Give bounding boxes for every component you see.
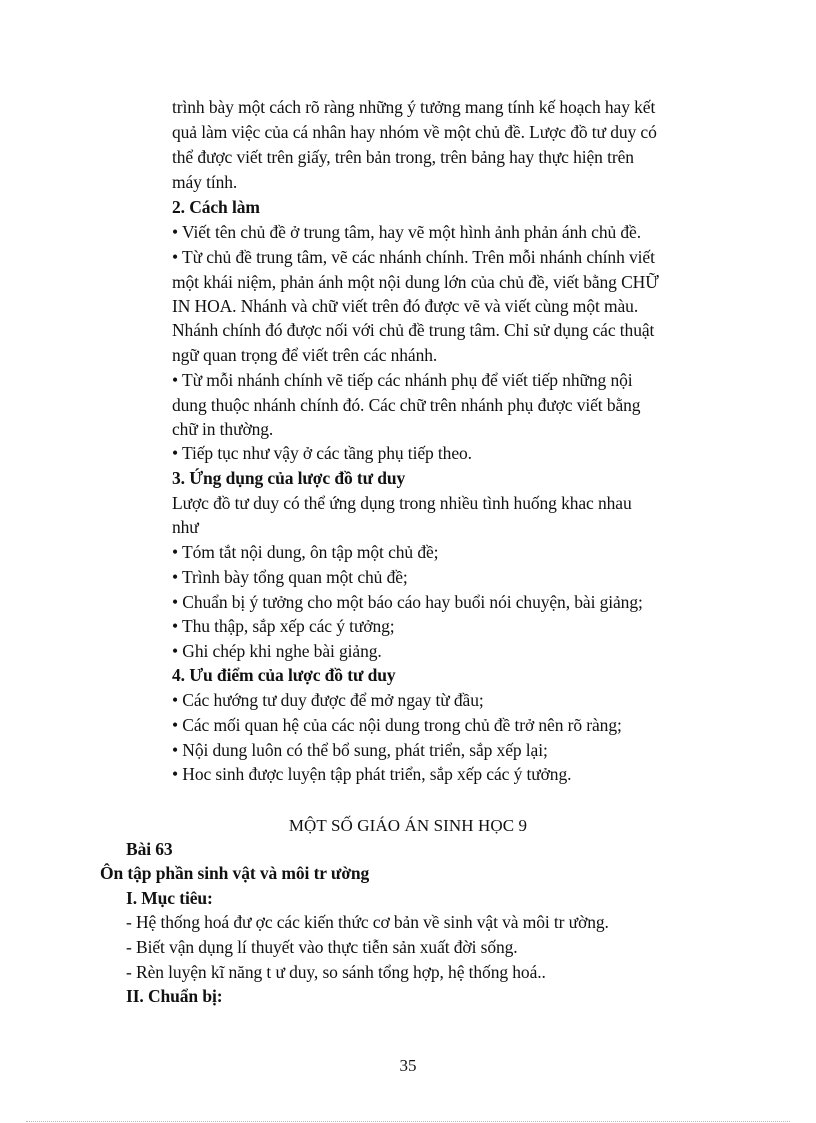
body-line: như xyxy=(172,517,199,537)
page-bottom-divider xyxy=(26,1121,790,1122)
body-line: • Tiếp tục như vậy ở các tầng phụ tiếp theo. xyxy=(172,443,472,463)
body-line: • Từ chủ đề trung tâm, vẽ các nhánh chính. Trên mỗi nhánh chính viết xyxy=(172,247,655,267)
list-item: • Nội dung luôn có thể bổ sung, phát triển, sắp xếp lại; xyxy=(172,740,548,760)
list-item: • Các mối quan hệ của các nội dung trong chủ đề trở nên rõ ràng; xyxy=(172,715,622,735)
objective-item: - Biết vận dụng lí thuyết vào thực tiễn sản xuất đời sống. xyxy=(126,937,518,957)
list-item: • Chuẩn bị ý tưởng cho một báo cáo hay buổi nói chuyện, bài giảng; xyxy=(172,592,643,612)
section-heading-ung-dung: 3. Ứng dụng của lược đồ tư duy xyxy=(172,468,406,488)
list-item: • Hoc sinh được luyện tập phát triển, sắp xếp các ý tưởng. xyxy=(172,764,572,784)
body-line: ngữ quan trọng để viết trên các nhánh. xyxy=(172,345,438,365)
body-line: dung thuộc nhánh chính đó. Các chữ trên nhánh phụ được viết bằng xyxy=(172,395,641,415)
body-line: Lược đồ tư duy có thể ứng dụng trong nhiều tình huống khac nhau xyxy=(172,493,632,513)
list-item: • Ghi chép khi nghe bài giảng. xyxy=(172,641,382,661)
intro-line: quả làm việc của cá nhân hay nhóm về một chủ đề. Lược đồ tư duy có xyxy=(172,122,657,142)
objective-item: - Rèn luyện kĩ năng t ư duy, so sánh tổng hợp, hệ thống hoá.. xyxy=(126,962,546,982)
body-line: • Từ mỗi nhánh chính vẽ tiếp các nhánh phụ để viết tiếp những nội xyxy=(172,370,633,390)
body-line: • Viết tên chủ đề ở trung tâm, hay vẽ một hình ảnh phản ánh chủ đề. xyxy=(172,222,641,242)
objectives-heading: I. Mục tiêu: xyxy=(126,888,213,908)
list-item: • Thu thập, sắp xếp các ý tưởng; xyxy=(172,616,395,636)
intro-line: máy tính. xyxy=(172,172,238,192)
body-line: IN HOA. Nhánh và chữ viết trên đó được vẽ và viết cùng một màu. xyxy=(172,296,639,316)
section-heading-cach-lam: 2. Cách làm xyxy=(172,197,260,217)
list-item: • Các hướng tư duy được để mở ngay từ đầu; xyxy=(172,690,484,710)
intro-line: thể được viết trên giấy, trên bản trong, trên bảng hay thực hiện trên xyxy=(172,147,634,167)
list-item: • Trình bày tổng quan một chủ đề; xyxy=(172,567,408,587)
objective-item: - Hệ thống hoá đư ợc các kiến thức cơ bản về sinh vật và môi tr ường. xyxy=(126,912,609,932)
lesson-name: Ôn tập phần sinh vật và môi tr ường xyxy=(100,863,370,883)
body-line: một khái niệm, phản ánh một nội dung lớn của chủ đề, viết bằng CHỮ xyxy=(172,272,659,292)
page-number: 35 xyxy=(399,1056,417,1075)
body-line: chữ in thường. xyxy=(172,419,274,439)
section-heading-uu-diem: 4. Ưu điểm của lược đồ tư duy xyxy=(172,665,396,685)
body-line: Nhánh chính đó được nối với chủ đề trung tâm. Chỉ sử dụng các thuật xyxy=(172,320,655,340)
list-item: • Tóm tắt nội dung, ôn tập một chủ đề; xyxy=(172,542,439,562)
lesson-collection-title: MỘT SỐ GIÁO ÁN SINH HỌC 9 xyxy=(288,816,528,835)
intro-line: trình bày một cách rõ ràng những ý tưởng mang tính kế hoạch hay kết xyxy=(172,97,656,117)
lesson-number: Bài 63 xyxy=(126,839,173,859)
preparation-heading: II. Chuẩn bị: xyxy=(126,986,223,1006)
